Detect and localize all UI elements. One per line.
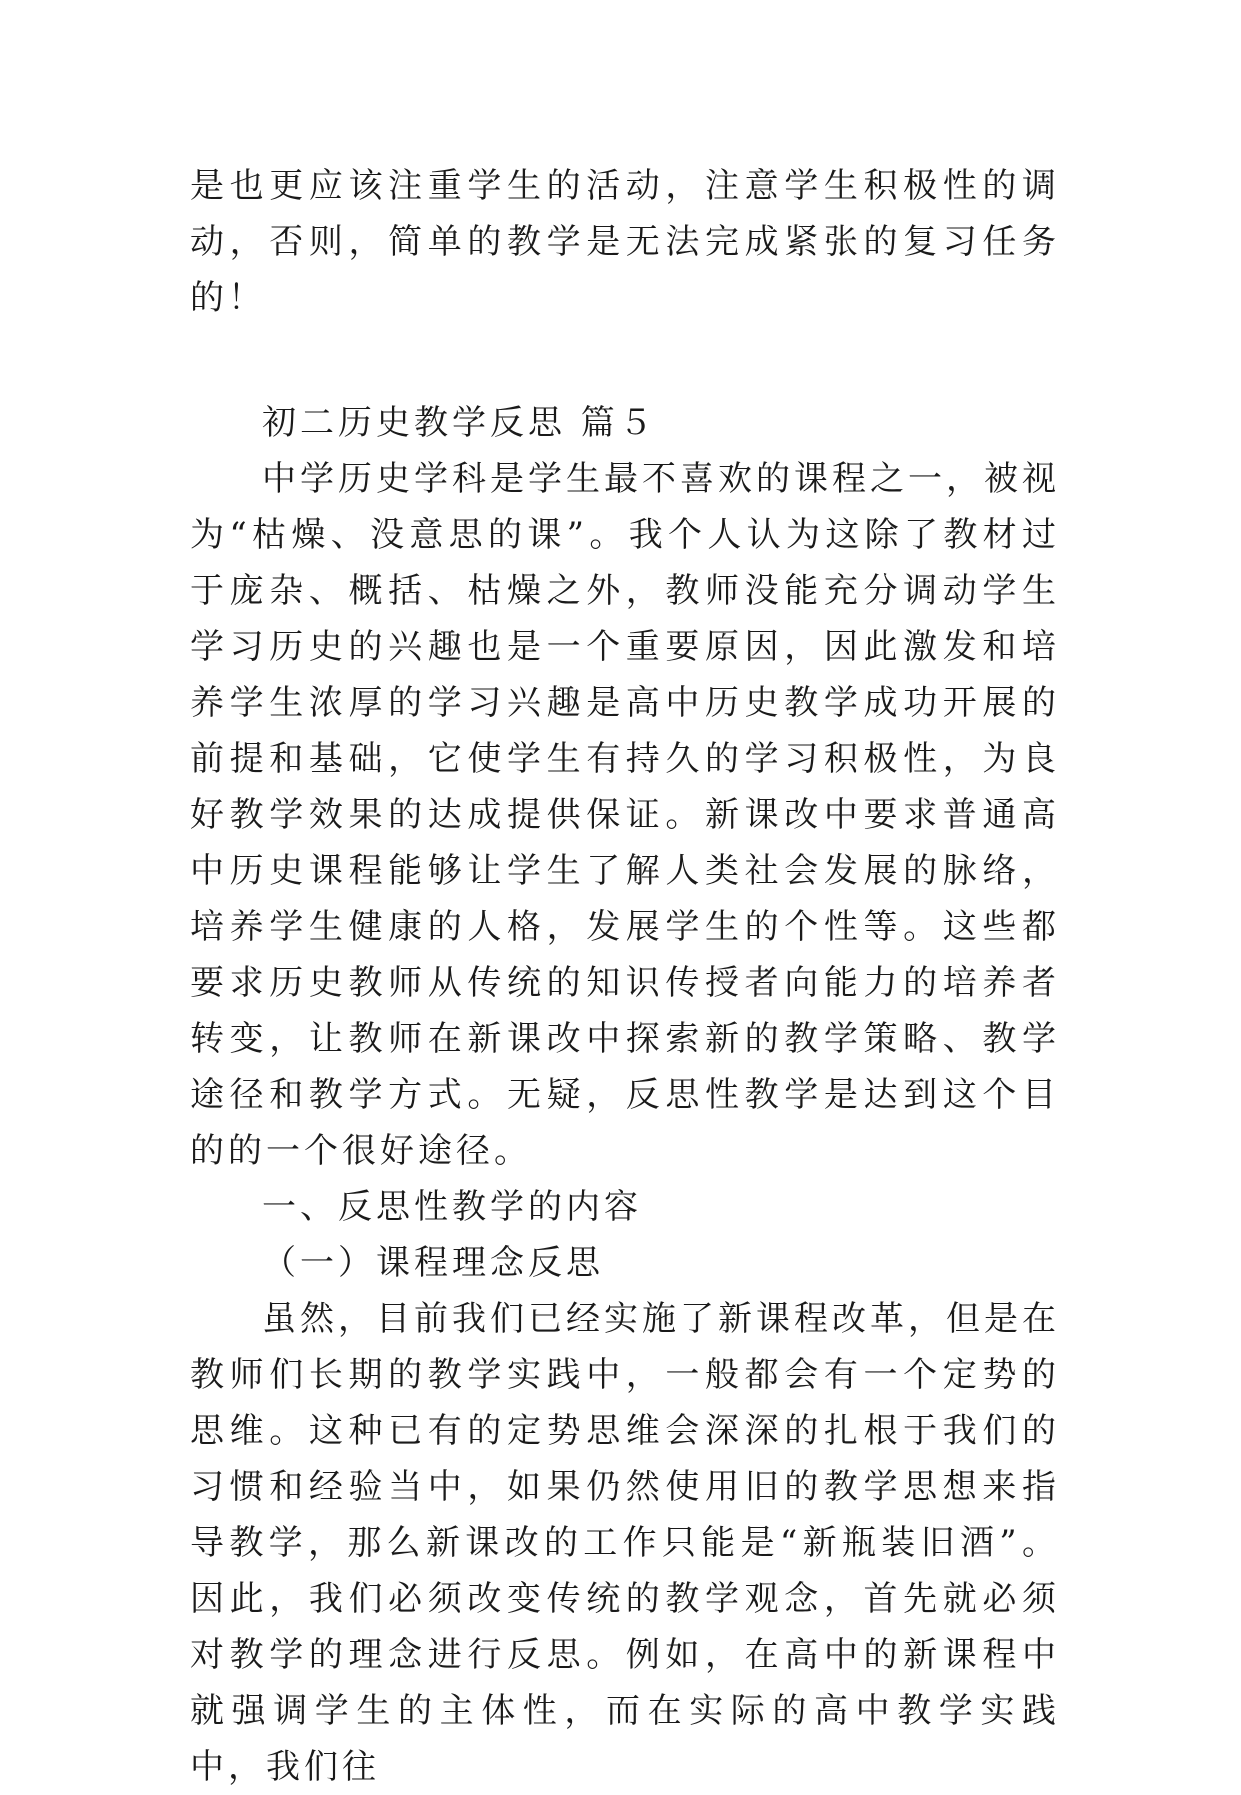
paragraph-intro: 中学历史学科是学生最不喜欢的课程之一，被视为“枯燥、没意思的课”。我个人认为这除了教材过于庞杂、概括、枯燥之外，教师没能充分调动学生学习历史的兴趣也是一个重要原因，因此激发和培养学生浓厚的学习兴趣是高中历史教学成功开展的前提和基础，它使学生有持久的学习积极性，为良好教学效果的达成提供保证。新课改中要求普通高中历史课程能够让学生了解人类社会发展的脉络，培养学生健康的人格，发展学生的个性等。这些都要求历史教师从传统的知识传授者向能力的培养者转变，让教师在新课改中探索新的教学策略、教学途径和教学方式。无疑，反思性教学是达到这个目的的一个很好途径。 bbox=[190, 459, 1060, 1171]
document-body bbox=[190, 158, 1060, 1795]
paragraph-curriculum-reflection: 虽然，目前我们已经实施了新课程改革，但是在教师们长期的教学实践中，一般都会有一个定势的思维。这种已有的定势思维会深深的扎根于我们的习惯和经验当中，如果仍然使用旧的教学思想来指导教学，那么新课改的工作只能是“新瓶装旧酒”。因此，我们必须改变传统的教学观念，首先就必须对教学的理念进行反思。例如，在高中的新课程中就强调学生的主体性，而在实际的高中教学实践中，我们往 bbox=[190, 1299, 1060, 1787]
heading-level-1: 一、反思性教学的内容 bbox=[262, 1187, 642, 1227]
heading-level-2: （一）课程理念反思 bbox=[262, 1243, 604, 1283]
paragraph-continuation: 是也更应该注重学生的活动，注意学生积极性的调动，否则，简单的教学是无法完成紧张的复习任务的！ bbox=[190, 166, 1060, 318]
section-title: 初二历史教学反思 篇５ bbox=[262, 403, 657, 443]
